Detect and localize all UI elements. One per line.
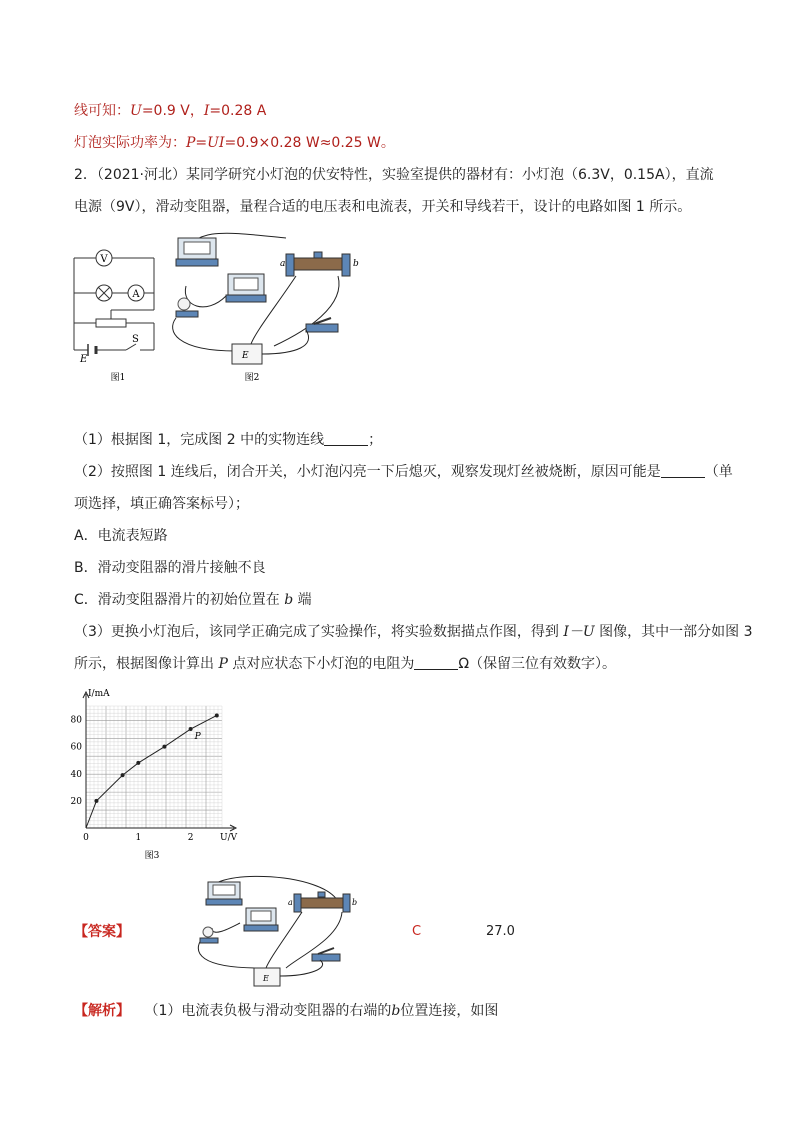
text: =0.9 V，	[141, 103, 204, 119]
battery-box-icon	[254, 968, 280, 986]
var-iu: I－U	[563, 624, 595, 640]
sub-question-2-line-1	[74, 462, 733, 482]
option-a: A．电流表短路	[74, 528, 168, 544]
data-point	[121, 773, 125, 777]
text: 端	[293, 592, 312, 608]
switch-label: S	[132, 334, 139, 345]
battery-box-label: E	[263, 974, 269, 983]
point-p-label: P	[194, 732, 201, 743]
solution-line-1	[74, 101, 266, 121]
analysis-line	[74, 1001, 498, 1021]
analysis-tag: 【解析】	[74, 1003, 130, 1019]
var-ui: UI	[207, 135, 225, 151]
text: 线可知：	[74, 103, 130, 119]
rheostat-icon	[286, 252, 350, 276]
var-b: b	[391, 1003, 401, 1019]
option-b: B．滑动变阻器的滑片接触不良	[74, 560, 266, 576]
text: =0.28 A	[209, 103, 267, 119]
text: （单	[704, 464, 733, 480]
data-point	[189, 727, 193, 731]
sub-question-2-line-2: 项选择，填正确答案标号）；	[74, 496, 249, 512]
galvanometer-1-icon	[176, 238, 218, 266]
figure-3-chart	[66, 682, 246, 864]
x-tick-label: 2	[187, 833, 194, 843]
text: 位置连接，如图	[400, 1003, 499, 1019]
answer-blank	[661, 463, 705, 478]
data-point	[215, 713, 219, 717]
rheostat-end-a: a	[288, 898, 293, 907]
question-2-line-1: 2．（2021·河北）某同学研究小灯泡的伏安特性，实验室提供的器材有：小灯泡（6.3V，0.15A），直流	[74, 167, 714, 183]
voltmeter-label: V	[100, 254, 108, 265]
x-axis-label: U/V	[220, 833, 238, 843]
switch-icon	[306, 318, 338, 332]
sub-question-3-line-1	[74, 622, 753, 642]
battery-box-label: E	[242, 351, 249, 361]
switch-icon	[312, 948, 340, 961]
text: （1）电流表负极与滑动变阻器的右端的	[144, 1003, 392, 1019]
chart-grid	[86, 706, 222, 828]
text: 灯泡实际功率为：	[74, 135, 186, 151]
ammeter-label: A	[132, 289, 140, 300]
rheostat-end-b: b	[353, 259, 359, 269]
answer-value: 27.0	[486, 924, 515, 939]
text: 图像，其中一部分如图 3	[594, 624, 753, 640]
solution-line-2	[74, 133, 395, 153]
battery-box-icon	[232, 344, 262, 364]
galvanometer-2-icon	[226, 274, 266, 302]
var-u: U	[130, 103, 142, 119]
rheostat-end-b: b	[352, 898, 358, 907]
var-p: P	[186, 135, 196, 151]
var-b: b	[284, 592, 294, 608]
answer-blank	[324, 431, 368, 446]
galvanometer-2-icon	[244, 908, 278, 931]
figure-1-circuit	[66, 238, 166, 386]
var-i: I	[203, 103, 210, 119]
text: Ω（保留三位有效数字）。	[458, 656, 617, 672]
lamp-holder-icon	[176, 298, 198, 317]
rheostat-icon	[294, 892, 350, 912]
x-tick-label: 1	[135, 833, 142, 843]
y-tick-label: 80	[70, 715, 82, 726]
text: C．滑动变阻器滑片的初始位置在	[74, 592, 285, 608]
figure-3-caption: 图3	[144, 851, 160, 861]
text: =0.9×0.28 W≈0.25 W。	[224, 135, 395, 151]
lamp-holder-icon	[200, 927, 218, 943]
y-tick-label: 20	[70, 796, 82, 807]
answer-tag: 【答案】	[74, 924, 130, 940]
figure-2-apparatus	[166, 226, 366, 386]
figure-2-caption: 图2	[244, 373, 260, 383]
data-point	[136, 761, 140, 765]
y-tick-label: 40	[70, 769, 82, 780]
text: ；	[368, 432, 383, 448]
text: （1）根据图 1，完成图 2 中的实物连线	[74, 432, 325, 448]
answer-apparatus-figure	[190, 868, 360, 992]
y-tick-label: 60	[70, 742, 82, 753]
sub-question-3-line-2	[74, 654, 616, 674]
sub-question-1	[74, 430, 382, 450]
answer-choice: C	[412, 924, 422, 939]
figure-1-caption: 图1	[110, 373, 126, 383]
rheostat-end-a: a	[280, 259, 286, 269]
text: =	[195, 135, 208, 151]
battery-label: E	[80, 354, 88, 365]
question-2-line-2: 电源（9V），滑动变阻器，量程合适的电压表和电流表，开关和导线若干，设计的电路如图 1 所示。	[74, 199, 692, 215]
data-point	[94, 799, 98, 803]
text: （3）更换小灯泡后，该同学正确完成了实验操作，将实验数据描点作图，得到	[74, 624, 564, 640]
y-axis-label: I/mA	[88, 689, 110, 699]
galvanometer-1-icon	[206, 882, 242, 905]
var-p: P	[218, 656, 228, 672]
data-point	[162, 745, 166, 749]
text: 所示，根据图像计算出	[74, 656, 219, 672]
answer-blank	[414, 655, 458, 670]
text: （2）按照图 1 连线后，闭合开关，小灯泡闪亮一下后熄灭，观察发现灯丝被烧断，原因可能是	[74, 464, 661, 480]
x-tick-label: 0	[83, 833, 89, 843]
option-c	[74, 590, 312, 610]
text: 点对应状态下小灯泡的电阻为	[227, 656, 415, 672]
